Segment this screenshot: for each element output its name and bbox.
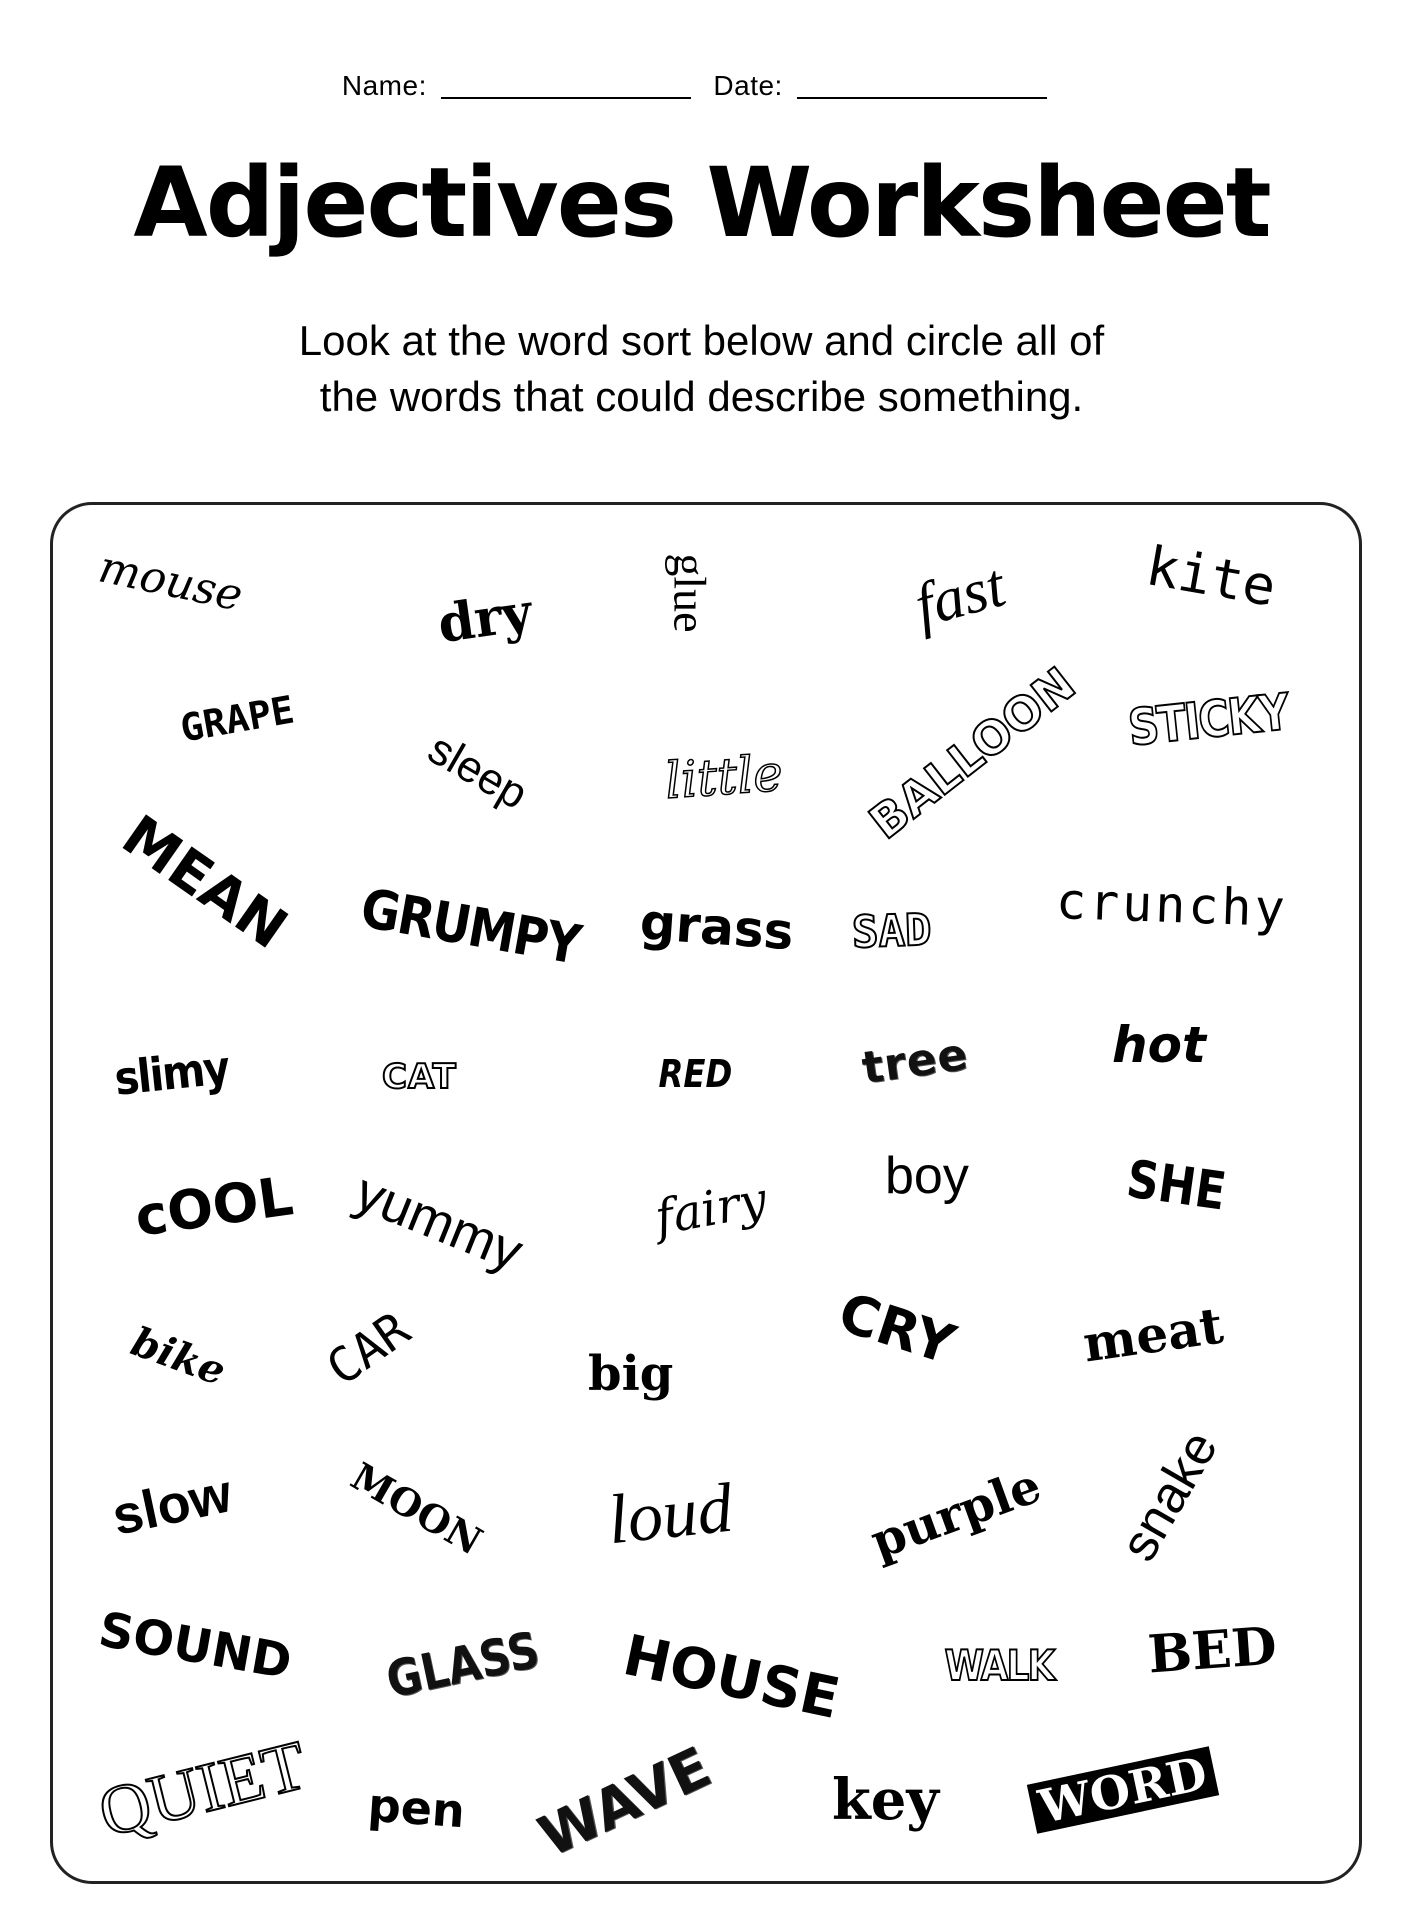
word-meat[interactable]: meat <box>1079 1295 1227 1374</box>
word-pen[interactable]: pen <box>366 1777 467 1839</box>
name-label: Name: <box>341 70 427 101</box>
word-tree[interactable]: tree <box>858 1028 972 1095</box>
word-big[interactable]: big <box>588 1346 674 1402</box>
word-walk[interactable]: WALK <box>944 1641 1054 1690</box>
name-date-line <box>0 70 1403 102</box>
name-blank[interactable] <box>441 73 691 99</box>
word-yummy[interactable]: yummy <box>347 1161 531 1283</box>
word-mouse[interactable]: mouse <box>94 541 247 622</box>
word-slow[interactable]: slow <box>107 1463 237 1547</box>
word-glass[interactable]: GLASS <box>381 1620 545 1710</box>
word-boy[interactable]: boy <box>885 1147 969 1205</box>
word-quiet[interactable]: QUIET <box>91 1726 315 1853</box>
word-sad[interactable]: SAD <box>851 904 933 959</box>
word-little[interactable]: little <box>663 743 785 811</box>
word-kite[interactable]: kite <box>1141 534 1281 619</box>
word-sticky[interactable]: STICKY <box>1125 682 1291 758</box>
page-title: Adjectives Worksheet <box>133 147 1270 259</box>
word-house[interactable]: HOUSE <box>617 1623 846 1733</box>
word-mean[interactable]: MEAN <box>110 803 299 963</box>
word-word[interactable]: WORD <box>1027 1746 1219 1834</box>
instructions-line-1: Look at the word sort below and circle all of <box>298 317 1105 364</box>
word-hot[interactable]: hot <box>1112 1016 1206 1074</box>
word-fast[interactable]: fast <box>907 551 1012 641</box>
word-grumpy[interactable]: GRUMPY <box>356 876 585 977</box>
word-snake[interactable]: snake <box>1109 1421 1230 1571</box>
instructions <box>0 313 1403 425</box>
word-moon[interactable]: MOON <box>343 1453 490 1564</box>
word-grass[interactable]: grass <box>638 892 796 962</box>
word-cat[interactable]: CAT <box>382 1057 457 1097</box>
word-crunchy[interactable]: crunchy <box>1055 871 1289 939</box>
word-slimy[interactable]: slimy <box>111 1040 232 1106</box>
word-cool[interactable]: cOOL <box>131 1164 297 1249</box>
word-cry[interactable]: CRY <box>831 1280 963 1377</box>
word-glue[interactable]: glue <box>664 553 716 633</box>
word-fairy[interactable]: fairy <box>650 1171 771 1247</box>
instructions-line-2: the words that could describe something. <box>319 373 1084 420</box>
word-loud[interactable]: loud <box>604 1469 737 1560</box>
date-label: Date: <box>713 70 783 101</box>
word-grape[interactable]: GRAPE <box>177 687 298 751</box>
word-key[interactable]: key <box>832 1767 939 1833</box>
word-dry[interactable]: dry <box>434 581 536 656</box>
word-balloon[interactable]: BALLOON <box>859 656 1086 850</box>
word-red[interactable]: RED <box>658 1052 733 1096</box>
date-blank[interactable] <box>797 73 1047 99</box>
word-she[interactable]: SHE <box>1123 1149 1230 1223</box>
word-sleep[interactable]: sleep <box>420 724 536 820</box>
word-bike[interactable]: bike <box>125 1317 232 1396</box>
word-car[interactable]: CAR <box>316 1301 420 1397</box>
word-wave[interactable]: WAVE <box>529 1734 721 1871</box>
word-purple[interactable]: purple <box>863 1457 1049 1571</box>
word-sound[interactable]: SOUND <box>94 1601 296 1691</box>
word-bed[interactable]: BED <box>1145 1615 1279 1686</box>
